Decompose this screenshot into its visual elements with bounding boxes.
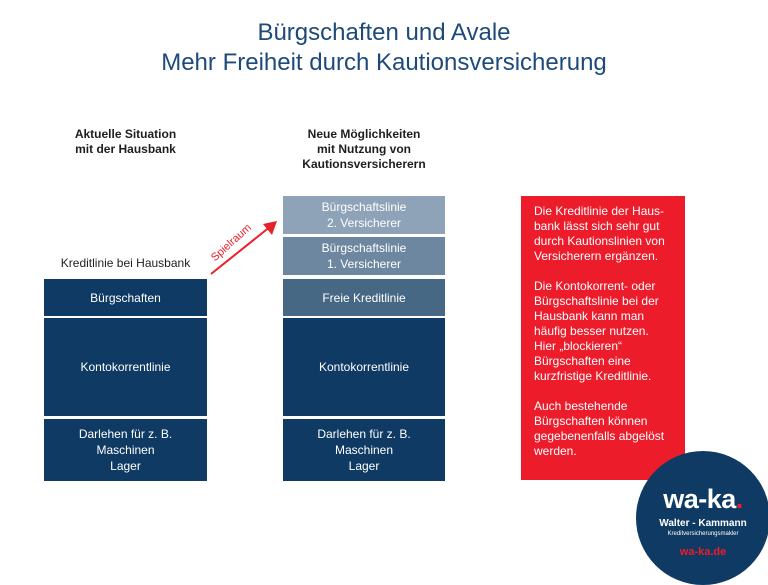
- mid-block-freie-kreditlinie: Freie Kreditlinie: [283, 279, 445, 316]
- mid-block-kontokorrentlinie: Kontokorrentlinie: [283, 318, 445, 416]
- info-paragraph-1: Die Kreditlinie der Haus- bank lässt sich sehr gut durch Kautionslinien von Versicherern ergänzen.: [534, 204, 665, 263]
- wa-ka-logo: [636, 451, 768, 585]
- info-box: [521, 196, 685, 480]
- title-line-2: Mehr Freiheit durch Kautionsversicherung: [161, 49, 607, 76]
- logo-url-link[interactable]: wa-ka.de: [679, 546, 727, 558]
- left-block-buergschaften: Bürgschaften: [44, 279, 207, 316]
- left-block-kontokorrentlinie: Kontokorrentlinie: [44, 318, 207, 416]
- mid-block-darlehen: Darlehen für z. B. Maschinen Lager: [283, 419, 445, 481]
- logo-subtitle: Kreditversicherungsmakler: [667, 531, 739, 537]
- logo-mark: wa-ka.: [663, 484, 743, 514]
- kreditlinie-label: Kreditlinie bei Hausbank: [60, 256, 191, 270]
- logo-company-name: Walter - Kammann: [659, 518, 747, 529]
- left-column-heading: Aktuelle Situation mit der Hausbank: [74, 127, 177, 156]
- left-block-darlehen: Darlehen für z. B. Maschinen Lager: [44, 419, 207, 481]
- middle-column-heading: Neue Möglichkeiten mit Nutzung von Kautionsversicherern: [302, 127, 426, 171]
- spielraum-label: Spielraum: [208, 221, 254, 264]
- mid-block-buergschaftslinie-1: Bürgschaftslinie 1. Versicherer: [283, 237, 445, 275]
- mid-block-buergschaftslinie-2: Bürgschaftslinie 2. Versicherer: [283, 196, 445, 234]
- info-paragraph-3: Auch bestehende Bürgschaften können gegebenenfalls abgelöst werden.: [534, 399, 665, 458]
- title-line-1: Bürgschaften und Avale: [257, 19, 511, 46]
- info-paragraph-2: Die Kontokorrent- oder Bürgschaftslinie bei der Hausbank kann man häufig besser nutzen. Hier „blockieren“ Bürgschaften eine kurzfristige Kreditlinie.: [534, 279, 659, 383]
